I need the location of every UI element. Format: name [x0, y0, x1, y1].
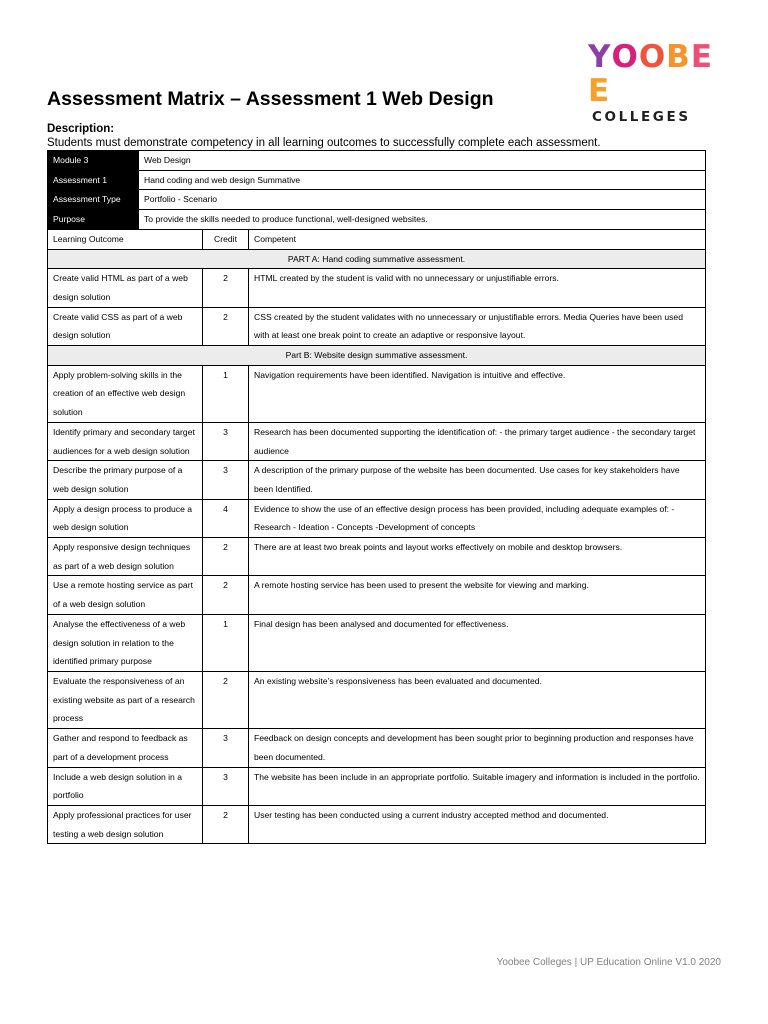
competent-cell: A description of the primary purpose of the website has been documented. Use cases for key stakeholders have been Identified. [249, 461, 706, 499]
description-label: Description: [47, 123, 115, 135]
logo-letter: E [690, 39, 713, 75]
credit-cell: 2 [203, 576, 249, 614]
page-footer: Yoobee Colleges | UP Education Online V1.0 2020 [496, 957, 721, 968]
learning-outcome-cell: Gather and respond to feedback as part of a development process [48, 729, 203, 767]
credit-cell: 1 [203, 365, 249, 422]
table-row [48, 614, 706, 671]
credit-cell: 3 [203, 461, 249, 499]
description-text: Students must demonstrate competency in all learning outcomes to successfully complete each assessment. [47, 137, 601, 149]
learning-outcome-cell: Apply a design process to produce a web design solution [48, 499, 203, 537]
logo-letter: Y [588, 39, 612, 75]
header-competent: Competent [249, 229, 706, 249]
logo-letter: O [638, 39, 667, 75]
table-row [48, 805, 706, 843]
logo-letter: E [588, 73, 611, 109]
yoobee-colleges-logo [588, 39, 728, 125]
competent-cell: Feedback on design concepts and development has been sought prior to beginning production and responses have been documented. [249, 729, 706, 767]
logo-letter: O [611, 39, 639, 75]
page-title: Assessment Matrix – Assessment 1 Web Design [47, 88, 494, 110]
credit-cell: 2 [203, 671, 249, 728]
section-header-row [48, 346, 706, 366]
competent-cell: HTML created by the student is valid with no unnecessary or unjustifiable errors. [249, 269, 706, 307]
competent-cell: CSS created by the student validates with no unnecessary or unjustifiable errors. Media Queries have been used with at least one break point to create an adaptive or responsive layout. [249, 307, 706, 345]
learning-outcome-cell: Analyse the effectiveness of a web design solution in relation to the identified primary purpose [48, 614, 203, 671]
meta-row-module [48, 151, 706, 171]
table-row [48, 307, 706, 345]
competent-cell: Navigation requirements have been identified. Navigation is intuitive and effective. [249, 365, 706, 422]
logo-letter: B [666, 39, 691, 75]
learning-outcome-cell: Evaluate the responsiveness of an existing website as part of a research process [48, 671, 203, 728]
table-row [48, 269, 706, 307]
assessment-matrix-table [47, 150, 706, 844]
credit-cell: 2 [203, 307, 249, 345]
credit-cell: 4 [203, 499, 249, 537]
meta-row-assessment [48, 170, 706, 190]
table-row [48, 729, 706, 767]
meta-row-purpose [48, 210, 706, 230]
header-credit: Credit [203, 229, 249, 249]
table-row [48, 365, 706, 422]
competent-cell: There are at least two break points and layout works effectively on mobile and desktop browsers. [249, 538, 706, 576]
competent-cell: An existing website’s responsiveness has been evaluated and documented. [249, 671, 706, 728]
table-row [48, 461, 706, 499]
credit-cell: 3 [203, 729, 249, 767]
competent-cell: User testing has been conducted using a current industry accepted method and documented. [249, 805, 706, 843]
meta-value: To provide the skills needed to produce functional, well-designed websites. [139, 210, 706, 230]
table-row [48, 422, 706, 460]
learning-outcome-cell: Create valid HTML as part of a web design solution [48, 269, 203, 307]
competent-cell: Final design has been analysed and documented for effectiveness. [249, 614, 706, 671]
logo-wordmark [588, 40, 728, 108]
credit-cell: 2 [203, 269, 249, 307]
meta-label: Module 3 [48, 151, 139, 171]
meta-label: Assessment Type [48, 190, 139, 210]
learning-outcome-cell: Identify primary and secondary target audiences for a web design solution [48, 422, 203, 460]
table-row [48, 767, 706, 805]
credit-cell: 1 [203, 614, 249, 671]
credit-cell: 2 [203, 805, 249, 843]
section-title: PART A: Hand coding summative assessment. [48, 249, 706, 269]
table-row [48, 538, 706, 576]
section-header-row [48, 249, 706, 269]
meta-label: Assessment 1 [48, 170, 139, 190]
meta-value: Hand coding and web design Summative [139, 170, 706, 190]
header-learning-outcome: Learning Outcome [48, 229, 203, 249]
learning-outcome-cell: Apply responsive design techniques as part of a web design solution [48, 538, 203, 576]
competent-cell: Evidence to show the use of an effective design process has been provided, including adequate examples of: - Research - Ideation - Concepts -Development of concepts [249, 499, 706, 537]
competent-cell: The website has been include in an appropriate portfolio. Suitable imagery and information is included in the portfolio. [249, 767, 706, 805]
competent-cell: A remote hosting service has been used to present the website for viewing and marking. [249, 576, 706, 614]
credit-cell: 3 [203, 767, 249, 805]
learning-outcome-cell: Use a remote hosting service as part of a web design solution [48, 576, 203, 614]
section-title: Part B: Website design summative assessment. [48, 346, 706, 366]
table-row [48, 499, 706, 537]
meta-value: Web Design [139, 151, 706, 171]
column-header-row [48, 229, 706, 249]
meta-row-assessment-type [48, 190, 706, 210]
meta-value: Portfolio - Scenario [139, 190, 706, 210]
table-row [48, 576, 706, 614]
learning-outcome-cell: Describe the primary purpose of a web design solution [48, 461, 203, 499]
learning-outcome-cell: Apply professional practices for user testing a web design solution [48, 805, 203, 843]
competent-cell: Research has been documented supporting the identification of: - the primary target audience - the secondary target audience [249, 422, 706, 460]
learning-outcome-cell: Create valid CSS as part of a web design solution [48, 307, 203, 345]
credit-cell: 2 [203, 538, 249, 576]
learning-outcome-cell: Include a web design solution in a portfolio [48, 767, 203, 805]
meta-label: Purpose [48, 210, 139, 230]
credit-cell: 3 [203, 422, 249, 460]
learning-outcome-cell: Apply problem-solving skills in the creation of an effective web design solution [48, 365, 203, 422]
logo-subtitle: COLLEGES [592, 109, 691, 125]
table-row [48, 671, 706, 728]
